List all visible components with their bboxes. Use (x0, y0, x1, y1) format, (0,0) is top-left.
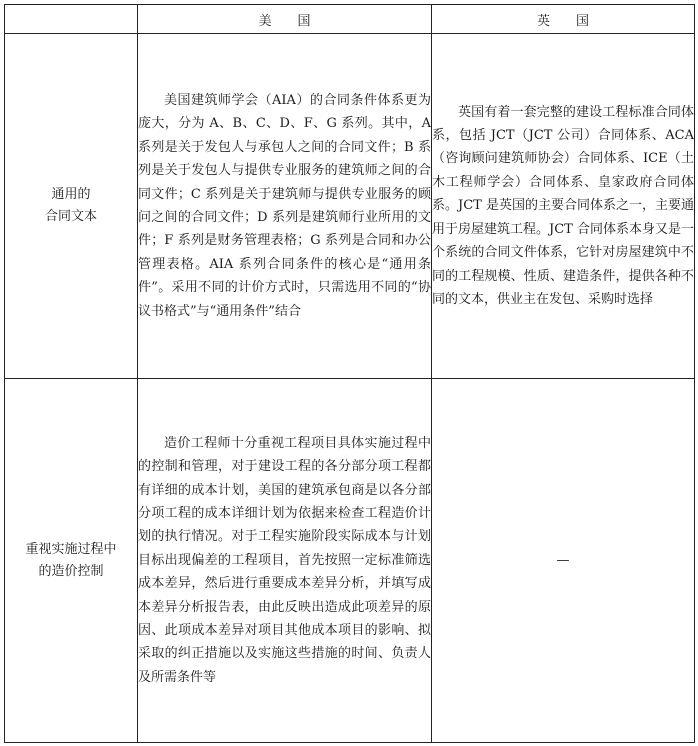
uk-cell-empty-dash: — (432, 379, 695, 743)
header-us (138, 5, 432, 34)
comparison-table (4, 4, 695, 743)
us-cell: 美国建筑师学会（AIA）的合同条件体系更为庞大，分为 A、B、C、D、F、G 系列。其中，A 系列是关于发包人与承包人之间的合同文件；B 系列是关于发包人与提供专业服务的建筑师之间的合同文件；C 系列是关于建筑师与提供专业服务的顾问之间的合同文件；D 系列是建筑师行业所用的文件；F 系列是财务管理表格；G 系列是合同和办公管理表格。AIA 系列合同条件的核心是“通用条件”。采用不同的计价方式时，只需选用不同的“协议书格式”与“通用条件”结合 (138, 34, 432, 379)
header-uk-label: 英 国 (536, 13, 589, 29)
header-blank-cell (5, 5, 138, 34)
uk-cell: 英国有着一套完整的建设工程标准合同体系，包括 JCT（JCT 公司）合同体系、ACA（咨询顾问建筑师协会）合同体系、ICE（土木工程师学会）合同体系、皇家政府合同体系。JCT 是英国的主要合同体系之一，主要通用于房屋建筑工程。JCT 合同体系本身又是一个系统的合同文件体系，它针对房屋建筑中不同的工程规模、性质、建造条件，提供各种不同的文本，供业主在发包、采购时选择 (432, 34, 695, 379)
row-label: 通用的 合同文本 (5, 34, 138, 379)
header-uk (432, 5, 695, 34)
row-label: 重视实施过程中 的造价控制 (5, 379, 138, 743)
table-row (5, 34, 695, 379)
us-cell: 造价工程师十分重视工程项目具体实施过程中的控制和管理，对于建设工程的各分部分项工程都有详细的成本计划，美国的建筑承包商是以各分部分项工程的成本详细计划为依据来检查工程造价计划的执行情况。对于工程实施阶段实际成本与计划目标出现偏差的工程项目，首先按照一定标准筛选成本差异，然后进行重要成本差异分析，并填写成本差异分析报告表，由此反映出造成此项差异的原因、此项成本差异对项目其他成本项目的影响、拟采取的纠正措施以及实施这些措施的时间、负责人及所需条件等 (138, 379, 432, 743)
header-row (5, 5, 695, 34)
table-row (5, 379, 695, 743)
header-us-label: 美 国 (258, 13, 311, 29)
